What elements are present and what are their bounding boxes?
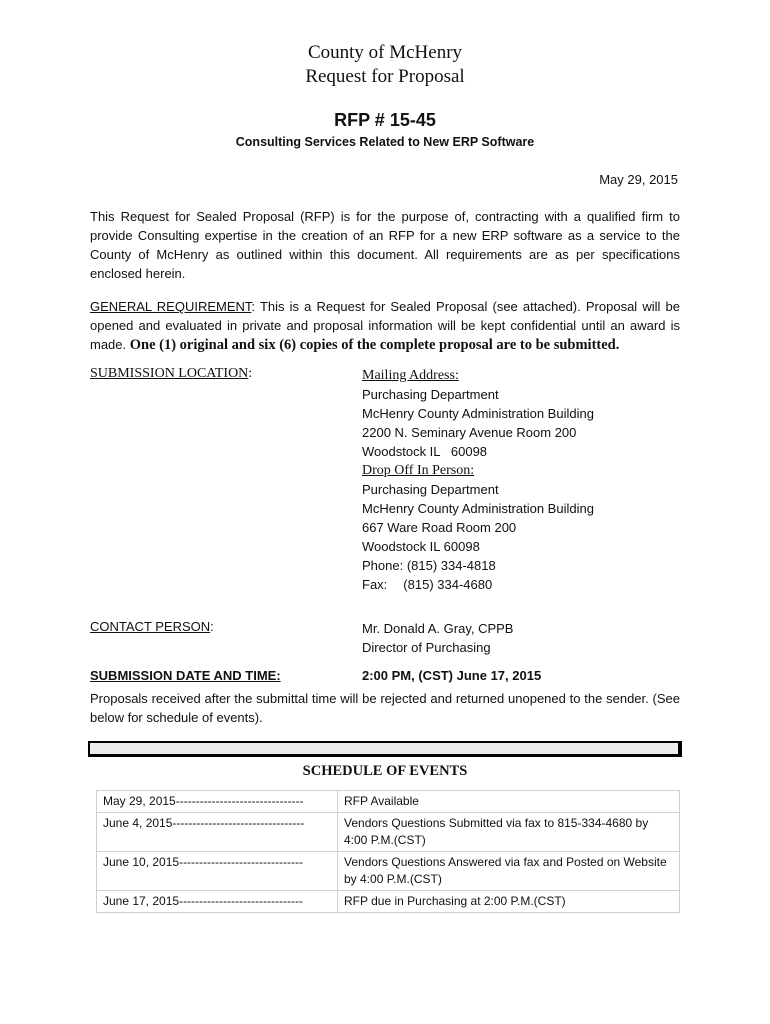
copies-requirement: One (1) original and six (6) copies of the complete proposal are to be submitted. [129,337,620,353]
mailing-line: McHenry County Administration Building [362,406,594,421]
table-row [97,891,680,913]
schedule-date: May 29, 2015-------------------------------- [97,791,338,813]
section-divider-bar [88,741,682,757]
county-name: County of McHenry [307,42,463,63]
mailing-line: Purchasing Department [362,387,499,402]
schedule-title: SCHEDULE OF EVENTS [302,763,468,779]
table-row [97,852,680,891]
general-requirement-label: GENERAL REQUIREMENT [90,299,252,314]
intro-paragraph: This Request for Sealed Proposal (RFP) is for the purpose of, contracting with a qualified firm to provide Consulting expertise in the creation of an RFP for a new ERP software as a service to the County of McHenry as outlined within this document. All requirements are as per specifications enclosed herein. [90,209,680,281]
mailing-line: 2200 N. Seminary Avenue Room 200 [362,425,577,440]
document-title: Request for Proposal [305,66,465,87]
contact-name: Mr. Donald A. Gray, CPPB [362,621,514,636]
rfp-subtitle: Consulting Services Related to New ERP Software [235,135,535,149]
submission-location-block [362,366,594,594]
rfp-number: RFP # 15-45 [334,110,436,130]
submission-date-value: 2:00 PM, (CST) June 17, 2015 [362,668,542,683]
mailing-address-label: Mailing Address: [362,368,459,383]
fax-number: Fax: (815) 334-4680 [362,577,493,592]
drop-off-line: 667 Ware Road Room 200 [362,520,517,535]
contact-title: Director of Purchasing [362,640,491,655]
table-row [97,791,680,813]
general-requirement-text: : This is a Request for Sealed Proposal (see attached). Proposal will be opened and evaluated in private and proposal information will be kept confidential until an award is made. [90,299,680,352]
submission-note: Proposals received after the submittal time will be rejected and returned unopened to the sender. (See below for schedule of events). [90,691,680,725]
schedule-date: June 10, 2015------------------------------- [97,852,338,891]
document-date: May 29, 2015 [599,172,678,187]
phone-number: Phone: (815) 334-4818 [362,558,496,573]
schedule-table [96,790,680,913]
schedule-event: Vendors Questions Submitted via fax to 815-334-4680 by 4:00 P.M.(CST) [338,813,680,852]
submission-location-label: SUBMISSION LOCATION: [90,366,253,381]
contact-person-label: CONTACT PERSON: [90,619,214,634]
drop-off-line: McHenry County Administration Building [362,501,594,516]
schedule-event: RFP due in Purchasing at 2:00 P.M.(CST) [338,891,680,913]
schedule-event: RFP Available [338,791,680,813]
drop-off-line: Woodstock IL 60098 [362,539,480,554]
table-row [97,813,680,852]
drop-off-line: Purchasing Department [362,482,499,497]
contact-person-block [362,619,513,657]
submission-date-label: SUBMISSION DATE AND TIME: [90,668,281,683]
drop-off-label: Drop Off In Person: [362,463,475,478]
general-requirement-paragraph [90,297,680,355]
schedule-date: June 17, 2015------------------------------- [97,891,338,913]
mailing-line: Woodstock IL 60098 [362,444,488,459]
schedule-date: June 4, 2015--------------------------------- [97,813,338,852]
schedule-event: Vendors Questions Answered via fax and Posted on Website by 4:00 P.M.(CST) [338,852,680,891]
